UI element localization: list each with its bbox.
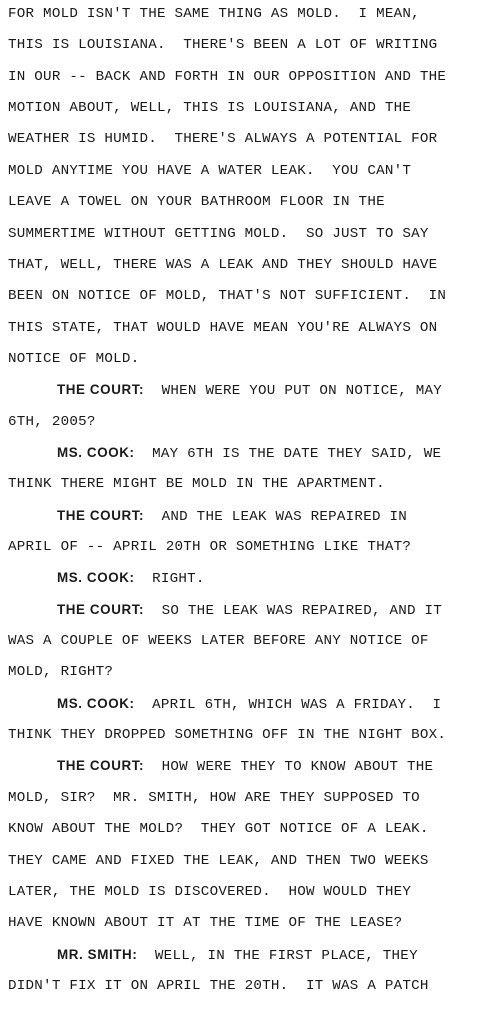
line-text: SUMMERTIME WITHOUT GETTING MOLD. SO JUST TO SAY [8, 225, 429, 242]
transcript-line [8, 192, 497, 212]
transcript-line [8, 4, 497, 24]
speaker-label: THE COURT: [57, 507, 145, 523]
spacer [135, 446, 153, 462]
line-text: THINK THERE MIGHT BE MOLD IN THE APARTMENT. [8, 476, 385, 493]
speaker-line [57, 443, 497, 463]
line-text: NOTICE OF MOLD. [8, 350, 140, 367]
transcript-line [8, 98, 497, 118]
speaker-label: THE COURT: [57, 382, 145, 398]
line-text: MOLD, SIR? MR. SMITH, HOW ARE THEY SUPPOSED TO [8, 789, 420, 806]
spacer [135, 571, 153, 587]
line-text: MOLD ANYTIME YOU HAVE A WATER LEAK. YOU CAN'T [8, 162, 412, 179]
line-text: THIS IS LOUISIANA. THERE'S BEEN A LOT OF WRITING [8, 37, 438, 54]
line-text: THAT, WELL, THERE WAS A LEAK AND THEY SHOULD HAVE [8, 256, 438, 273]
transcript-line [8, 349, 497, 369]
line-text: APRIL 6TH, WHICH WAS A FRIDAY. I [152, 696, 442, 713]
line-text: BEEN ON NOTICE OF MOLD, THAT'S NOT SUFFICIENT. IN [8, 288, 447, 305]
line-text: WAS A COUPLE OF WEEKS LATER BEFORE ANY NOTICE OF [8, 633, 429, 649]
line-text: FOR MOLD ISN'T THE SAME THING AS MOLD. I MEAN, [8, 6, 420, 22]
transcript-line [8, 819, 497, 839]
speaker-line [57, 506, 497, 526]
transcript-line [8, 537, 497, 557]
speaker-label: MS. COOK: [57, 695, 135, 711]
line-text: SO THE LEAK WAS REPAIRED, AND IT [161, 602, 443, 619]
line-text: WELL, IN THE FIRST PLACE, THEY [154, 947, 418, 964]
speaker-label: MR. SMITH: [57, 946, 138, 962]
transcript-line [8, 474, 497, 494]
transcript-line [8, 882, 497, 902]
line-text: LEAVE A TOWEL ON YOUR BATHROOM FLOOR IN THE [8, 194, 385, 211]
line-text: KNOW ABOUT THE MOLD? THEY GOT NOTICE OF A LEAK. [8, 821, 429, 838]
line-text: THIS STATE, THAT WOULD HAVE MEAN YOU'RE ALWAYS ON [8, 319, 438, 336]
transcript-line [8, 318, 497, 338]
line-text: APRIL OF -- APRIL 20TH OR SOMETHING LIKE THAT? [8, 539, 412, 555]
transcript-line [8, 412, 497, 432]
line-text: WEATHER IS HUMID. THERE'S ALWAYS A POTENTIAL FOR [8, 131, 438, 148]
spacer [137, 948, 155, 964]
transcript-line [8, 631, 497, 651]
line-text: WHEN WERE YOU PUT ON NOTICE, MAY [161, 383, 443, 400]
line-text: AND THE LEAK WAS REPAIRED IN [161, 508, 408, 525]
transcript-line [8, 161, 497, 181]
speaker-line [57, 694, 497, 714]
line-text: IN OUR -- BACK AND FORTH IN OUR OPPOSITION AND THE [8, 68, 447, 85]
spacer [144, 383, 162, 399]
line-text: 6TH, 2005? [8, 413, 96, 430]
line-text: HOW WERE THEY TO KNOW ABOUT THE [161, 759, 434, 776]
line-text: THEY CAME AND FIXED THE LEAK, AND THEN TWO WEEKS [8, 852, 429, 869]
line-text: DIDN'T FIX IT ON APRIL THE 20TH. IT WAS A PATCH [8, 977, 429, 994]
speaker-line [57, 945, 497, 965]
transcript-line [8, 976, 497, 996]
spacer [144, 509, 162, 525]
transcript-line [8, 129, 497, 149]
speaker-label: MS. COOK: [57, 444, 135, 460]
transcript-line [8, 35, 497, 55]
speaker-line [57, 600, 497, 620]
line-text: HAVE KNOWN ABOUT IT AT THE TIME OF THE LEASE? [8, 915, 403, 932]
transcript-line [8, 224, 497, 244]
transcript-line [8, 255, 497, 275]
line-text: MOLD, RIGHT? [8, 664, 114, 681]
transcript-line [8, 67, 497, 87]
speaker-line [57, 756, 497, 776]
speaker-line [57, 568, 497, 588]
transcript-line [8, 913, 497, 933]
transcript-line [8, 662, 497, 682]
line-text: MOTION ABOUT, WELL, THIS IS LOUISIANA, AND THE [8, 100, 412, 117]
speaker-label: MS. COOK: [57, 570, 135, 586]
speaker-line [57, 380, 497, 400]
line-text: THINK THEY DROPPED SOMETHING OFF IN THE NIGHT BOX. [8, 727, 447, 744]
speaker-label: THE COURT: [57, 601, 145, 617]
speaker-label: THE COURT: [57, 758, 145, 774]
spacer [135, 697, 153, 713]
transcript-line [8, 788, 497, 808]
line-text: LATER, THE MOLD IS DISCOVERED. HOW WOULD THEY [8, 883, 412, 900]
line-text: MAY 6TH IS THE DATE THEY SAID, WE [152, 445, 442, 462]
spacer [144, 603, 162, 619]
spacer [144, 759, 162, 775]
transcript-line [8, 851, 497, 871]
transcript-line [8, 286, 497, 306]
transcript-line [8, 725, 497, 745]
line-text: RIGHT. [152, 571, 205, 588]
